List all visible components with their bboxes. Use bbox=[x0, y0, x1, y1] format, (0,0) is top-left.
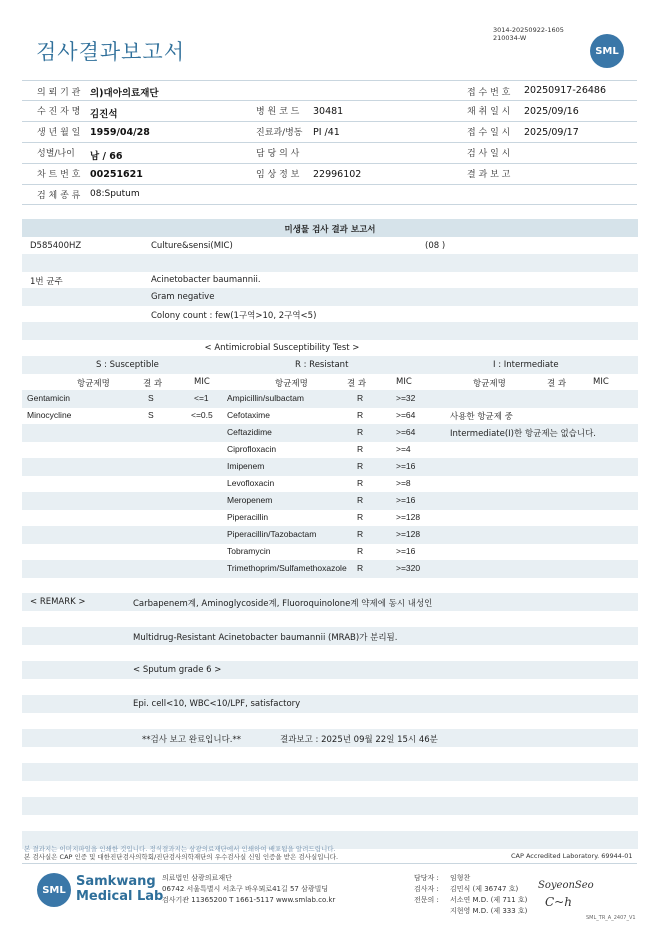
patient-value: 김진석 bbox=[90, 109, 118, 120]
specimen-value: 08:Sputum bbox=[90, 189, 140, 199]
r-result: R bbox=[357, 461, 364, 471]
r-drug: Ampicillin/sulbactam bbox=[227, 393, 304, 403]
col-mic-r: MIC bbox=[396, 377, 412, 387]
sex-age-label: 성별/나이 bbox=[37, 149, 75, 159]
legend-resistant: R : Resistant bbox=[295, 360, 349, 370]
col-drug-i: 항균제명 bbox=[473, 379, 506, 389]
remark-label: < REMARK > bbox=[30, 597, 86, 607]
r-result: R bbox=[357, 410, 364, 420]
ast-band bbox=[22, 390, 638, 408]
r-result: R bbox=[357, 495, 364, 505]
legend-intermediate: I : Intermediate bbox=[493, 360, 559, 370]
specimen-label: 검 체 종 류 bbox=[37, 191, 81, 201]
report-time: 결과보고 : 2025년 09월 22일 15시 46분 bbox=[280, 735, 438, 745]
test-code: D585400HZ bbox=[30, 241, 82, 251]
remark-band bbox=[22, 661, 638, 679]
col-result-r: 결 과 bbox=[347, 379, 367, 389]
gram-stain: Gram negative bbox=[151, 292, 215, 302]
info-divider bbox=[22, 100, 637, 101]
doctor-label: 담 당 의 사 bbox=[256, 149, 300, 159]
hospital-code-value: 30481 bbox=[313, 106, 344, 117]
s-result: S bbox=[148, 410, 154, 420]
section-title: 미생물 검사 결과 보고서 bbox=[284, 225, 376, 235]
r-mic: >=128 bbox=[396, 529, 421, 539]
tester-label: 검사자 : bbox=[414, 885, 439, 893]
specialist-2: 지현영 M.D. (제 333 호) bbox=[450, 907, 528, 915]
report-complete: **검사 보고 완료입니다.** bbox=[142, 735, 242, 745]
col-drug-r: 항균제명 bbox=[275, 379, 308, 389]
r-result: R bbox=[357, 563, 364, 573]
receipt-date-value: 2025/09/17 bbox=[524, 127, 579, 138]
document-id-line2: 210034-W bbox=[493, 34, 527, 42]
r-mic: >=16 bbox=[396, 461, 416, 471]
chart-label: 차 트 번 호 bbox=[37, 170, 81, 180]
info-top-divider bbox=[22, 80, 637, 81]
brand-line-1: Samkwang bbox=[76, 874, 156, 889]
r-result: R bbox=[357, 512, 364, 522]
r-drug: Imipenem bbox=[227, 461, 265, 471]
specialist-label: 전문의 : bbox=[414, 896, 439, 904]
clinical-label: 임 상 정 보 bbox=[256, 170, 300, 180]
r-drug: Piperacillin/Tazobactam bbox=[227, 529, 317, 539]
r-mic: >=64 bbox=[396, 427, 416, 437]
specialist-1: 서소연 M.D. (제 711 호) bbox=[450, 896, 528, 904]
r-drug: Ciprofloxacin bbox=[227, 444, 277, 454]
info-bottom-divider bbox=[22, 204, 637, 205]
r-result: R bbox=[357, 427, 364, 437]
birth-value: 1959/04/28 bbox=[90, 127, 150, 138]
r-drug: Levofloxacin bbox=[227, 478, 275, 488]
r-result: R bbox=[357, 478, 364, 488]
remark-line-3: < Sputum grade 6 > bbox=[133, 665, 222, 675]
r-drug: Cefotaxime bbox=[227, 410, 270, 420]
r-mic: >=32 bbox=[396, 393, 416, 403]
organism-label: 1번 균주 bbox=[30, 277, 63, 287]
document-id-line1: 3014-20250922-1605 bbox=[493, 26, 564, 34]
receipt-date-label: 접 수 일 시 bbox=[467, 128, 511, 138]
org-contact: 검사기관 11365200 T 1661-5117 www.smlab.co.kr bbox=[162, 896, 336, 904]
r-drug: Piperacillin bbox=[227, 512, 269, 522]
footer-note-2: 본 검사실은 CAP 인증 및 대한진단검사의학회/진단검사의학재단의 우수검사실 신임 인증을 받은 검사실입니다. bbox=[24, 853, 339, 861]
signature-2: C~h bbox=[545, 895, 572, 909]
info-divider bbox=[22, 142, 637, 143]
receipt-no-value: 20250917-26486 bbox=[524, 85, 607, 96]
r-mic: >=8 bbox=[396, 478, 411, 488]
tester-value: 김민식 (제 36747 호) bbox=[450, 885, 519, 893]
remark-line-1: Carbapenem계, Aminoglycoside계, Fluoroquinolone계 약제에 동시 내성인 bbox=[133, 599, 433, 609]
info-divider bbox=[22, 184, 637, 185]
col-result-i: 결 과 bbox=[547, 379, 567, 389]
ast-band bbox=[22, 492, 638, 510]
col-result-s: 결 과 bbox=[143, 379, 163, 389]
r-mic: >=128 bbox=[396, 512, 421, 522]
r-drug: Tobramycin bbox=[227, 546, 271, 556]
info-divider bbox=[22, 121, 637, 122]
r-drug: Trimethoprim/Sulfamethoxazole bbox=[227, 563, 347, 573]
birth-label: 생 년 월 일 bbox=[37, 128, 81, 138]
colony-count: Colony count : few(1구역>10, 2구역<5) bbox=[151, 311, 317, 321]
r-mic: >=4 bbox=[396, 444, 411, 454]
r-result: R bbox=[357, 444, 364, 454]
r-result: R bbox=[357, 529, 364, 539]
empty-band bbox=[22, 797, 638, 815]
empty-band bbox=[22, 763, 638, 781]
org-address: 06742 서울특별시 서초구 바우뫼로41길 57 삼광빌딩 bbox=[162, 885, 329, 893]
s-drug: Minocycline bbox=[27, 410, 72, 420]
col-mic-i: MIC bbox=[593, 377, 609, 387]
row-band bbox=[22, 288, 638, 306]
hospital-code-label: 병 원 코 드 bbox=[256, 107, 300, 117]
footer-note-1: 본 결과지는 이미지파일을 인쇄한 것입니다. 정식결과지는 삼광의료재단에서 인쇄하여 배포됨을 알려드립니다. bbox=[24, 845, 336, 853]
collect-date-label: 채 취 일 시 bbox=[467, 107, 511, 117]
signature-1: SoyeonSeo bbox=[538, 880, 594, 891]
footer-sml-logo: SML bbox=[37, 873, 71, 907]
brand-name bbox=[76, 874, 163, 904]
legend-susceptible: S : Susceptible bbox=[96, 360, 159, 370]
brand-line-2: Medical Lab bbox=[76, 889, 164, 904]
r-mic: >=16 bbox=[396, 495, 416, 505]
test-name: Culture&sensi(MIC) bbox=[151, 241, 233, 251]
ast-title: < Antimicrobial Susceptibility Test > bbox=[204, 343, 360, 353]
requester-value: 의)대아의료재단 bbox=[90, 88, 159, 99]
dept-label: 진료과/병동 bbox=[256, 128, 303, 138]
organism-name: Acinetobacter baumannii. bbox=[151, 275, 261, 285]
col-drug-s: 항균제명 bbox=[77, 379, 110, 389]
patient-label: 수 진 자 명 bbox=[37, 107, 81, 117]
clinical-value: 22996102 bbox=[313, 169, 362, 180]
info-divider bbox=[22, 163, 637, 164]
r-mic: >=320 bbox=[396, 563, 421, 573]
footer-divider bbox=[22, 863, 637, 864]
r-drug: Ceftazidime bbox=[227, 427, 272, 437]
ast-band bbox=[22, 526, 638, 544]
chart-value: 00251621 bbox=[90, 169, 143, 180]
s-result: S bbox=[148, 393, 154, 403]
col-mic-s: MIC bbox=[194, 377, 210, 387]
r-result: R bbox=[357, 546, 364, 556]
form-code: SML_TR_A_2407_V1 bbox=[586, 915, 636, 921]
test-date-label: 검 사 일 시 bbox=[467, 149, 511, 159]
report-label: 결 과 보 고 bbox=[467, 170, 511, 180]
requester-label: 의 뢰 기 관 bbox=[37, 88, 81, 98]
r-drug: Meropenem bbox=[227, 495, 273, 505]
row-band bbox=[22, 322, 638, 340]
manager-label: 담당자 : bbox=[414, 874, 439, 882]
r-result: R bbox=[357, 393, 364, 403]
page-title: 검사결과보고서 bbox=[36, 40, 186, 64]
org-name: 의료법인 삼광의료재단 bbox=[162, 874, 232, 882]
sml-logo: SML bbox=[590, 34, 624, 68]
intermediate-note-1: 사용한 항균제 중 bbox=[450, 412, 513, 422]
document-id bbox=[493, 26, 564, 42]
test-spec: (08 ) bbox=[425, 241, 446, 251]
remark-band bbox=[22, 695, 638, 713]
receipt-no-label: 접 수 번 호 bbox=[467, 88, 511, 98]
r-mic: >=16 bbox=[396, 546, 416, 556]
ast-band bbox=[22, 458, 638, 476]
dept-value: PI /41 bbox=[313, 127, 340, 138]
remark-line-4: Epi. cell<10, WBC<10/LPF, satisfactory bbox=[133, 699, 301, 709]
row-band bbox=[22, 254, 638, 272]
r-mic: >=64 bbox=[396, 410, 416, 420]
remark-line-2: Multidrug-Resistant Acinetobacter baumannii (MRAB)가 분리됨. bbox=[133, 633, 398, 643]
s-drug: Gentamicin bbox=[27, 393, 70, 403]
cap-accreditation: CAP Accredited Laboratory. 69944-01 bbox=[511, 852, 633, 860]
collect-date-value: 2025/09/16 bbox=[524, 106, 579, 117]
s-mic: <=1 bbox=[194, 393, 209, 403]
intermediate-note-2: Intermediate(I)한 항균제는 없습니다. bbox=[450, 429, 596, 439]
sex-age-value: 남 / 66 bbox=[90, 151, 123, 162]
s-mic: <=0.5 bbox=[191, 410, 213, 420]
manager-value: 임형찬 bbox=[450, 874, 471, 882]
